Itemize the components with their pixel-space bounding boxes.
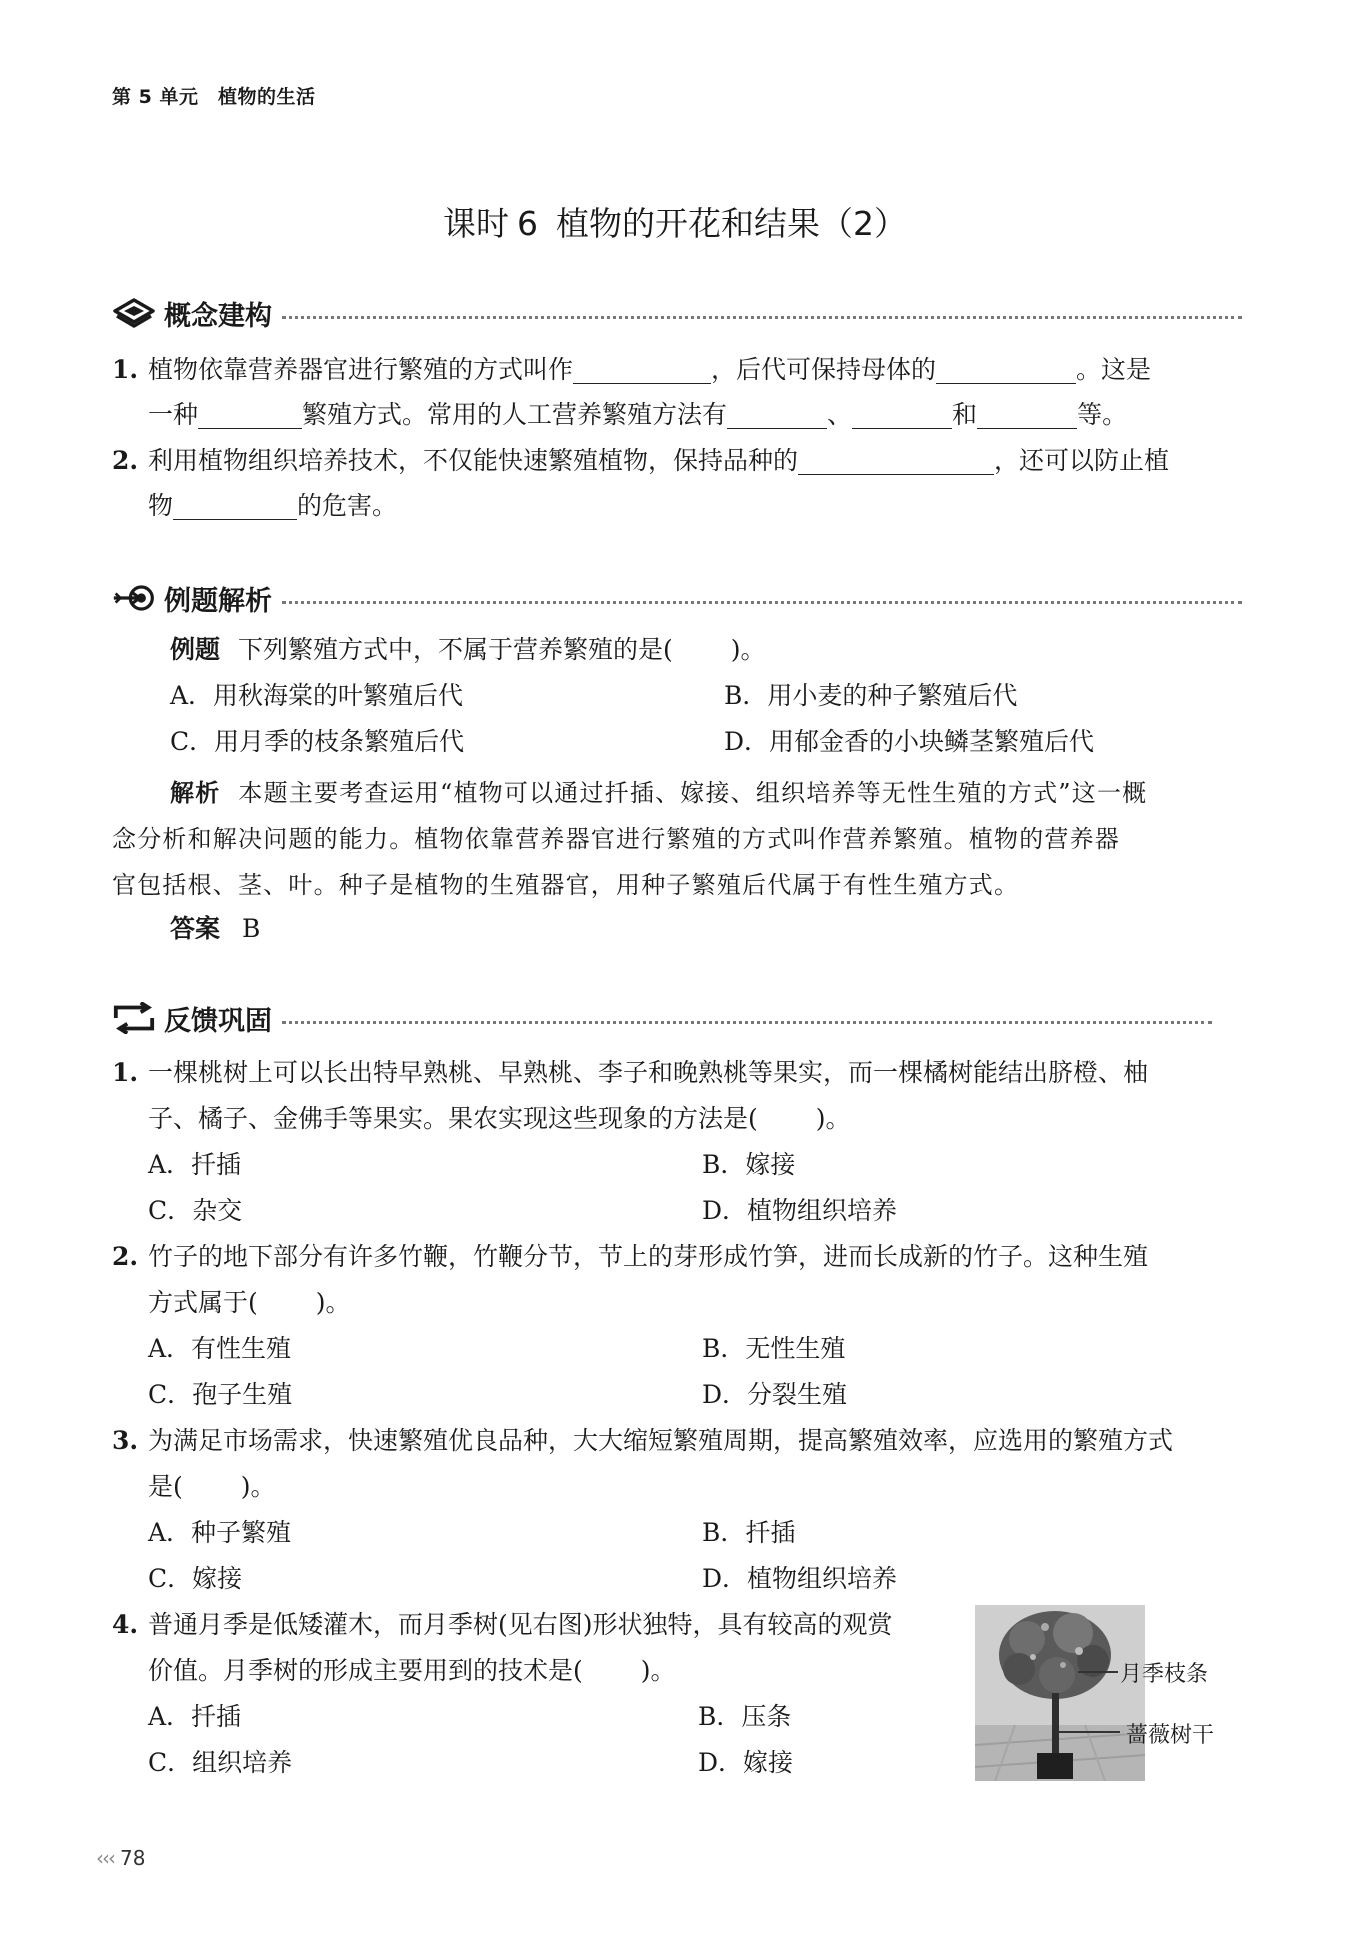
question-text: 一棵桃树上可以长出特早熟桃、早熟桃、李子和晚熟桃等果实，而一棵橘树能结出脐橙、柚	[148, 1058, 1149, 1087]
question-text: )。	[815, 1104, 851, 1133]
analysis-label: 解析	[170, 779, 221, 807]
analysis-line2: 念分析和解决问题的能力。植物依靠营养器官进行繁殖的方式叫作营养繁殖。植物的营养器	[112, 825, 1120, 853]
lesson-title	[0, 198, 1350, 245]
analysis-line1	[170, 770, 1147, 816]
concept-q1-line2	[148, 392, 1127, 438]
callout-rosa-trunk: 蔷薇树干	[1126, 1723, 1215, 1748]
question-text: 物	[148, 491, 174, 520]
fill-blank[interactable]	[852, 400, 952, 429]
analysis-line3: 官包括根、茎、叶。种子是植物的生殖器官，用种子繁殖后代属于有性生殖方式。	[112, 871, 1020, 899]
feedback-q2-line2	[148, 1280, 351, 1326]
feedback-q3-line2	[148, 1464, 276, 1510]
fill-blank[interactable]	[173, 491, 297, 520]
question-text: 一种	[148, 400, 199, 429]
question-text: 植物依靠营养器官进行繁殖的方式叫作	[148, 355, 574, 384]
question-text: 繁殖方式。常用的人工营养繁殖方法有	[302, 400, 728, 429]
question-text: 普通月季是低矮灌木，而月季树(见右图)形状独特，具有较高的观赏	[148, 1610, 893, 1639]
section-concept-title: 概念建构	[164, 300, 272, 332]
concept-q2-line2	[148, 483, 397, 529]
example-option-a[interactable]: A．用秋海棠的叶繁殖后代	[170, 681, 464, 710]
question-text: 等。	[1077, 400, 1128, 429]
feedback-q3-line1	[112, 1418, 1173, 1464]
feedback-q2-option-b[interactable]: B．无性生殖	[702, 1334, 846, 1363]
fill-blank[interactable]	[573, 355, 711, 384]
feedback-q3-option-c[interactable]: C．嫁接	[148, 1564, 243, 1593]
feedback-q1-option-a[interactable]: A．扦插	[148, 1150, 242, 1179]
question-text: 方式属于(	[148, 1288, 258, 1317]
question-text: )。	[315, 1288, 351, 1317]
question-text: 竹子的地下部分有许多竹鞭，竹鞭分节，节上的芽形成竹笋，进而长成新的竹子。这种生殖	[148, 1242, 1149, 1271]
unit-header: 第 5 单元 植物的生活	[112, 86, 316, 108]
layers-icon	[112, 297, 156, 329]
question-number: 3.	[112, 1426, 139, 1455]
question-text: 价值。月季树的形成主要用到的技术是(	[148, 1656, 583, 1685]
question-number: 1.	[112, 1058, 139, 1087]
section-example-header	[112, 578, 1242, 618]
question-text: 下列繁殖方式中，不属于营养繁殖的是(	[238, 635, 673, 664]
page-footer	[96, 1846, 145, 1870]
question-number: 1.	[112, 355, 139, 384]
callout-leader-line	[1058, 1731, 1120, 1733]
rose-tree-photo	[975, 1605, 1145, 1781]
example-label: 例题	[170, 635, 221, 664]
feedback-q3-option-d[interactable]: D．植物组织培养	[702, 1564, 898, 1593]
answer-label: 答案	[170, 914, 221, 943]
feedback-q1-line2	[148, 1096, 851, 1142]
feedback-q4-line2	[148, 1648, 676, 1694]
feedback-q2-line1	[112, 1234, 1148, 1280]
refresh-icon	[112, 1002, 156, 1034]
question-text: 为满足市场需求，快速繁殖优良品种，大大缩短繁殖周期，提高繁殖效率，应选用的繁殖方式	[148, 1426, 1174, 1455]
example-option-c[interactable]: C．用月季的枝条繁殖后代	[170, 727, 465, 756]
concept-q1-line1	[112, 347, 1151, 393]
fill-blank[interactable]	[977, 400, 1077, 429]
fill-blank[interactable]	[198, 400, 302, 429]
example-option-d[interactable]: D．用郁金香的小块鳞茎繁殖后代	[724, 727, 1095, 756]
question-text: )。	[640, 1656, 676, 1685]
feedback-q1-option-b[interactable]: B．嫁接	[702, 1150, 796, 1179]
callout-rose-branch: 月季枝条	[1120, 1662, 1209, 1687]
section-divider	[282, 316, 1242, 319]
feedback-q4-option-d[interactable]: D．嫁接	[698, 1748, 794, 1777]
section-feedback-header	[112, 998, 1212, 1038]
lesson-name: 植物的开花和结果（2）	[556, 204, 907, 243]
target-arrow-icon	[112, 582, 156, 614]
question-text: 。这是	[1076, 355, 1152, 384]
question-number: 2.	[112, 446, 139, 475]
question-text: ，后代可保持母体的	[711, 355, 937, 384]
feedback-q1-line1	[112, 1050, 1148, 1096]
section-concept-header	[112, 293, 1242, 333]
question-number: 4.	[112, 1610, 139, 1639]
question-text: )。	[730, 635, 766, 664]
question-text: )。	[240, 1472, 276, 1501]
feedback-q1-option-c[interactable]: C．杂交	[148, 1196, 243, 1225]
answer-line	[170, 906, 260, 952]
feedback-q4-option-c[interactable]: C．组织培养	[148, 1748, 293, 1777]
question-text: 是(	[148, 1472, 183, 1501]
analysis-text: 本题主要考查运用“植物可以通过扦插、嫁接、组织培养等无性生殖的方式”这一概	[238, 779, 1148, 807]
triple-chevron-left-icon: ‹‹‹	[96, 1846, 114, 1870]
answer-value: B	[242, 914, 261, 943]
lesson-label: 课时	[443, 204, 509, 243]
question-text: 子、橘子、金佛手等果实。果农实现这些现象的方法是(	[148, 1104, 758, 1133]
fill-blank[interactable]	[936, 355, 1076, 384]
feedback-q3-option-b[interactable]: B．扦插	[702, 1518, 796, 1547]
section-example-title: 例题解析	[164, 585, 272, 617]
question-text: 的危害。	[297, 491, 398, 520]
callout-leader-line	[1078, 1671, 1118, 1673]
section-divider	[282, 601, 1242, 604]
question-text: ，还可以防止植	[994, 446, 1170, 475]
feedback-q1-option-d[interactable]: D．植物组织培养	[702, 1196, 898, 1225]
page-number: 78	[120, 1846, 146, 1870]
section-feedback-title: 反馈巩固	[164, 1005, 272, 1037]
feedback-q4-line1	[112, 1602, 893, 1648]
concept-q2-line1	[112, 438, 1169, 484]
feedback-q4-option-a[interactable]: A．扦插	[148, 1702, 242, 1731]
fill-blank[interactable]	[798, 446, 994, 475]
section-divider	[282, 1021, 1212, 1024]
feedback-q2-option-c[interactable]: C．孢子生殖	[148, 1380, 293, 1409]
question-text: 和	[952, 400, 978, 429]
example-option-b[interactable]: B．用小麦的种子繁殖后代	[724, 681, 1018, 710]
feedback-q3-option-a[interactable]: A．种子繁殖	[148, 1518, 292, 1547]
feedback-q2-option-a[interactable]: A．有性生殖	[148, 1334, 292, 1363]
example-stem	[170, 627, 766, 673]
lesson-number: 6	[517, 204, 538, 243]
question-text: 利用植物组织培养技术，不仅能快速繁殖植物，保持品种的	[148, 446, 799, 475]
fill-blank[interactable]	[727, 400, 827, 429]
question-text: 、	[827, 400, 853, 429]
question-number: 2.	[112, 1242, 139, 1271]
feedback-q4-option-b[interactable]: B．压条	[698, 1702, 792, 1731]
feedback-q2-option-d[interactable]: D．分裂生殖	[702, 1380, 848, 1409]
